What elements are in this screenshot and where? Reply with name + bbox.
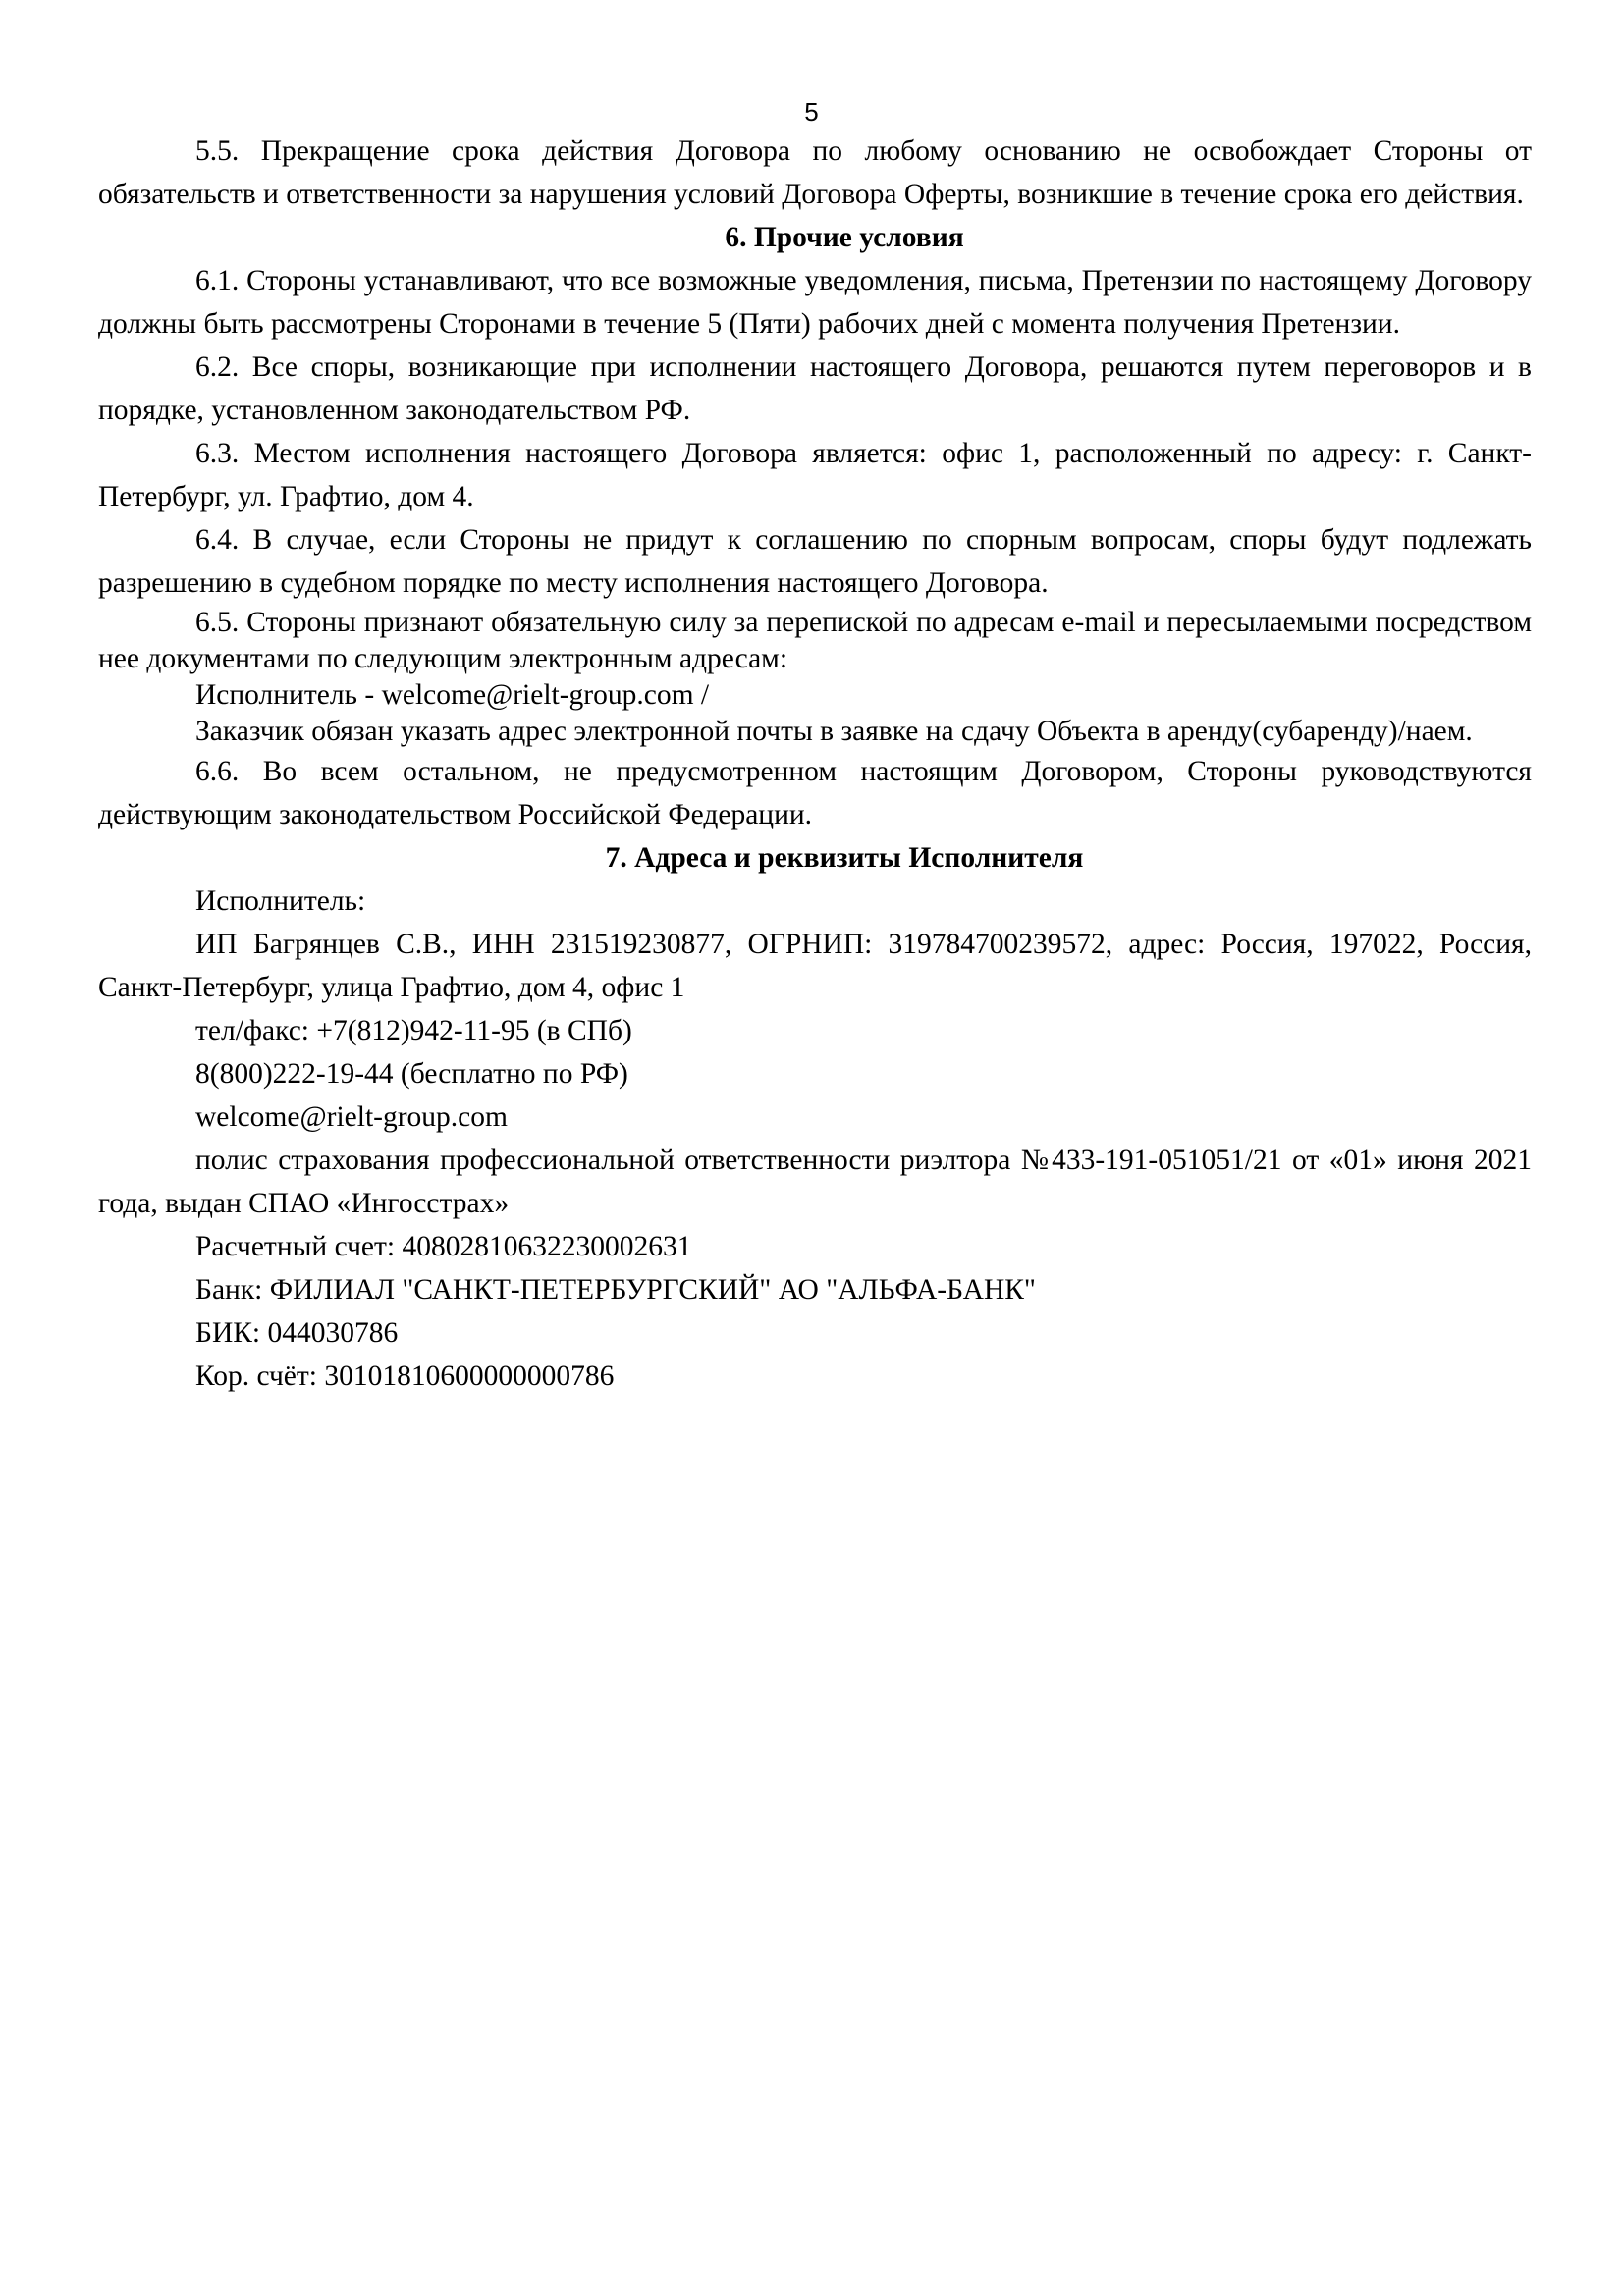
clause-6-6: 6.6. Во всем остальном, не предусмотренном настоящим Договором, Стороны руководствуются действующим законодательством Российской Федерации. <box>98 756 1532 830</box>
clause-6-5-executor-email: Исполнитель - welcome@rielt-group.com / <box>195 679 710 711</box>
executor-email: welcome@rielt-group.com <box>195 1101 508 1133</box>
clause-6-2: 6.2. Все споры, возникающие при исполнении настоящего Договора, решаются путем переговоров и в порядке, установленном законодательством РФ. <box>98 351 1532 426</box>
section-6-heading: 6. Прочие условия <box>725 222 964 253</box>
clause-6-5-customer-email: Заказчик обязан указать адрес электронной почты в заявке на сдачу Объекта в аренду(субаренду)/наем. <box>195 716 1473 747</box>
clause-5-5: 5.5. Прекращение срока действия Договора по любому основанию не освобождает Стороны от обязательств и ответственности за нарушения условий Договора Оферты, возникшие в течение срока его действия. <box>98 135 1532 210</box>
clause-6-1: 6.1. Стороны устанавливают, что все возможные уведомления, письма, Претензии по настоящему Договору должны быть рассмотрены Сторонами в течение 5 (Пяти) рабочих дней с момента получения Претензии. <box>98 265 1532 340</box>
executor-bik: БИК: 044030786 <box>195 1317 399 1349</box>
document-body <box>98 130 1532 1398</box>
executor-entity: ИП Багрянцев С.В., ИНН 231519230877, ОГРНИП: 319784700239572, адрес: Россия, 197022, Россия, Санкт-Петербург, улица Графтио, дом 4, офис 1 <box>98 929 1532 1003</box>
executor-phone-free: 8(800)222-19-44 (бесплатно по РФ) <box>195 1058 628 1090</box>
executor-insurance: полис страхования профессиональной ответственности риэлтора №433-191-051051/21 от «01» июня 2021 года, выдан СПАО «Ингосстрах» <box>98 1145 1532 1219</box>
section-7-heading: 7. Адреса и реквизиты Исполнителя <box>605 842 1084 874</box>
clause-6-3: 6.3. Местом исполнения настоящего Договора является: офис 1, расположенный по адресу: г. Санкт-Петербург, ул. Графтио, дом 4. <box>98 438 1532 512</box>
executor-corr-account: Кор. счёт: 30101810600000000786 <box>195 1361 615 1392</box>
executor-label: Исполнитель: <box>195 885 366 917</box>
page-number: 5 <box>804 97 819 127</box>
executor-account: Расчетный счет: 40802810632230002631 <box>195 1231 692 1262</box>
executor-bank: Банк: ФИЛИАЛ "САНКТ-ПЕТЕРБУРГСКИЙ" АО "АЛЬФА-БАНК" <box>195 1274 1036 1306</box>
executor-phone-fax: тел/факс: +7(812)942-11-95 (в СПб) <box>195 1015 632 1046</box>
clause-6-4: 6.4. В случае, если Стороны не придут к соглашению по спорным вопросам, споры будут подлежать разрешению в судебном порядке по месту исполнения настоящего Договора. <box>98 524 1532 599</box>
clause-6-5: 6.5. Стороны признают обязательную силу за перепиской по адресам e-mail и пересылаемыми посредством нее документами по следующим электронным адресам: <box>98 607 1532 674</box>
